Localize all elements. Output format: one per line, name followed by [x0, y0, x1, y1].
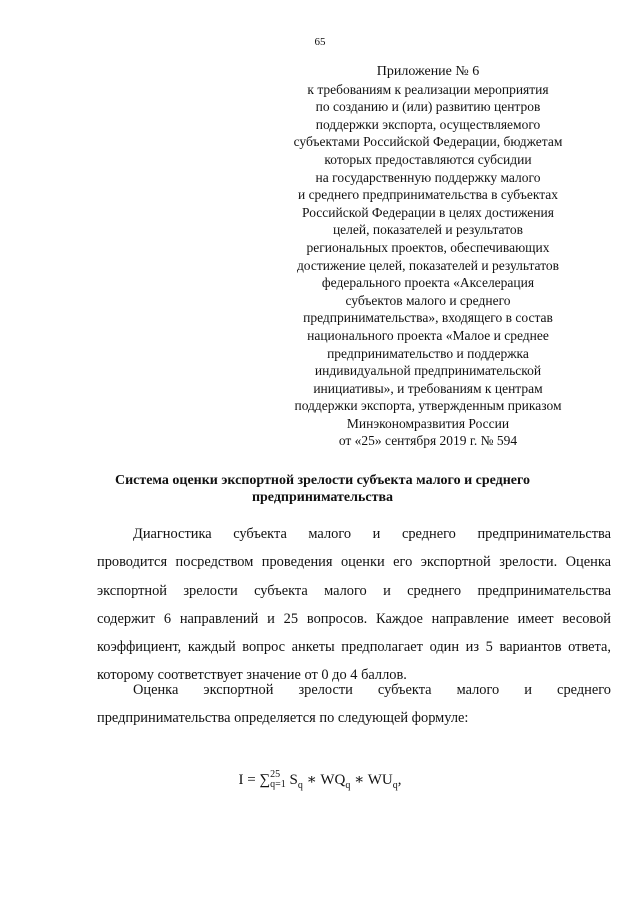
page-number: 65 [314, 36, 326, 48]
paragraph-line: содержит 6 направлений и 25 вопросов. Каждое направление имеет весовой [97, 610, 611, 627]
section-heading-line-1: Система оценки экспортной зрелости субъекта малого и среднего [114, 473, 531, 488]
appendix-line: и среднего предпринимательства в субъектах [297, 187, 559, 203]
appendix-line: на государственную поддержку малого [315, 169, 541, 185]
appendix-line: поддержки экспорта, осуществляемого [315, 116, 541, 132]
appendix-line: от «25» сентября 2019 г. № 594 [338, 433, 518, 449]
formula-equals: = [247, 772, 256, 788]
formula-term-wu-subscript: q [392, 780, 398, 791]
formula-term-wq: WQ [320, 772, 346, 788]
appendix-line: которых предоставляются субсидии [324, 151, 532, 167]
appendix-line: субъектами Российской Федерации, бюджетам [293, 134, 563, 150]
paragraph-line: проводится посредством проведения оценки его экспортной зрелости. Оценка [97, 554, 611, 571]
appendix-line: индивидуальной предпринимательской [314, 363, 542, 379]
appendix-line: инициативы», и требованиям к центрам [313, 380, 543, 396]
appendix-line: целей, показателей и результатов [332, 222, 524, 238]
paragraph-line: Оценка экспортной зрелости субъекта малого и среднего [133, 682, 611, 698]
section-heading-line-2: предпринимательства [251, 490, 394, 505]
appendix-line: по созданию и (или) развитию центров [315, 99, 541, 115]
maturity-formula [0, 770, 640, 791]
sum-lower-limit: q=1 [270, 778, 286, 790]
appendix-line: предпринимательство и поддержка [327, 345, 529, 361]
paragraph-line: экспортной зрелости субъекта малого и среднего предпринимательства [97, 582, 611, 599]
formula-term-s: S [289, 772, 298, 788]
appendix-line: национального проекта «Малое и среднее [307, 327, 549, 343]
section-heading [95, 472, 550, 506]
appendix-line: Минэкономразвития России [346, 415, 510, 431]
paragraph-line: коэффициент, каждый вопрос анкеты предполагает один из 5 вариантов ответа, [97, 639, 611, 656]
paragraph-diagnostics [97, 520, 611, 690]
sum-symbol: ∑ [259, 772, 271, 788]
appendix-line: Российской Федерации в целях достижения [302, 204, 554, 220]
paragraph-formula-intro [97, 676, 611, 733]
formula-term-s-subscript: q [297, 780, 303, 791]
formula-operator: ∗ [354, 772, 365, 788]
appendix-line: федерального проекта «Акселерация [321, 275, 535, 291]
formula-term-wq-subscript: q [345, 780, 351, 791]
paragraph-line: предпринимательства определяется по следующей формуле: [97, 710, 469, 727]
appendix-line: региональных проектов, обеспечивающих [306, 239, 550, 255]
formula-lhs: I [238, 772, 244, 788]
appendix-line: предпринимательства», входящего в состав [303, 310, 553, 326]
appendix-title: Приложение № 6 [376, 64, 480, 79]
sum-upper-limit: 25 [270, 768, 281, 780]
appendix-block [283, 63, 573, 450]
paragraph-line: Диагностика субъекта малого и среднего предпринимательства [133, 526, 611, 542]
appendix-line: субъектов малого и среднего [345, 292, 511, 308]
paragraph-line: которому соответствует значение от 0 до 4 баллов. [97, 667, 407, 684]
formula-operator: ∗ [306, 772, 317, 788]
sum-limits [270, 770, 286, 790]
appendix-line: поддержки экспорта, утвержденным приказом [294, 398, 562, 414]
formula-term-wu: WU [367, 772, 393, 788]
appendix-line: к требованиям к реализации мероприятия [307, 81, 549, 97]
formula-trailing-comma: , [397, 772, 402, 788]
appendix-line: достижение целей, показателей и результатов [296, 257, 560, 273]
